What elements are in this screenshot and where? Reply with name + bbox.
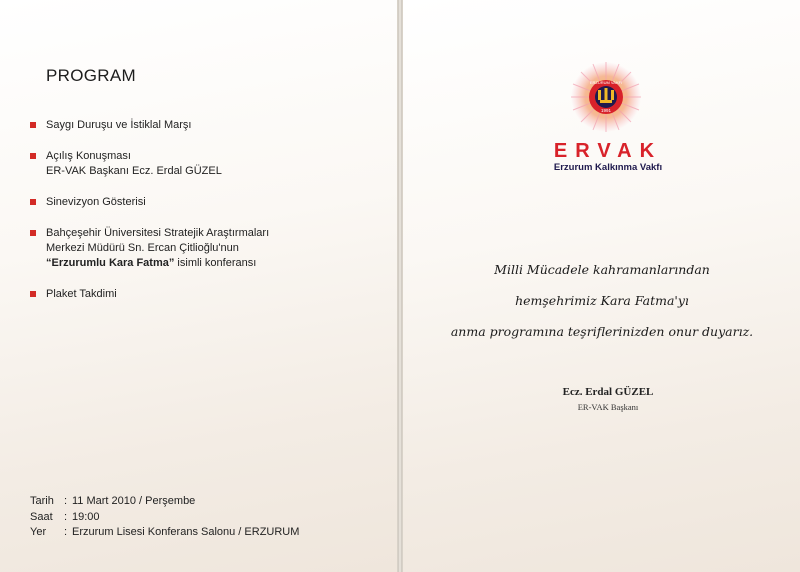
svg-text:ERZURUM VAKFI: ERZURUM VAKFI [589, 80, 623, 85]
program-item [30, 226, 380, 271]
detail-label: Tarih [30, 495, 54, 507]
invitation-line: hemşehrimiz Kara Fatma'yı [515, 293, 689, 308]
detail-row [30, 525, 299, 541]
program-item-line: ER-VAK Başkanı Ecz. Erdal GÜZEL [46, 165, 222, 177]
invitation-line: Milli Mücadele kahramanlarından [494, 262, 710, 277]
detail-value: 11 Mart 2010 / Perşembe [72, 495, 196, 507]
program-item-line: “Erzurumlu Kara Fatma” isimli konferansı [46, 257, 257, 269]
program-item [30, 195, 380, 210]
bullet-square-icon [30, 291, 36, 297]
signer-name: Ecz. Erdal GÜZEL [562, 386, 654, 398]
bullet-square-icon [30, 230, 36, 236]
program-item-line: Merkezi Müdürü Sn. Ercan Çitlioğlu'nun [46, 242, 239, 254]
ervak-logo-emblem [571, 62, 641, 132]
detail-label: Saat [30, 510, 53, 523]
detail-sep: : [64, 495, 68, 507]
invitation-text [423, 254, 781, 347]
event-details [30, 494, 299, 541]
signer-title: ER-VAK Başkanı [577, 402, 639, 412]
detail-label: Yer [30, 526, 47, 538]
svg-text:1991: 1991 [600, 108, 612, 113]
program-item-line: Plaket Takdimi [46, 288, 117, 300]
logo-wordmark: ERVAK [553, 140, 663, 162]
detail-row [30, 494, 299, 510]
detail-sep: : [64, 510, 68, 523]
program-item-line: Bahçeşehir Üniversitesi Stratejik Araştırmaları [46, 227, 270, 239]
program-page [0, 0, 398, 572]
detail-value: Erzurum Lisesi Konferans Salonu / ERZURUM [72, 526, 300, 538]
bullet-square-icon [30, 199, 36, 205]
bullet-square-icon [30, 153, 36, 159]
detail-sep: : [64, 526, 68, 538]
program-item [30, 287, 380, 302]
logo-subtitle: Erzurum Kalkınma Vakfı [553, 162, 663, 173]
bullet-square-icon [30, 122, 36, 128]
bleed-through-text [60, 4, 340, 26]
program-item-line: Saygı Duruşu ve İstiklal Marşı [46, 119, 192, 131]
invitation-line: anma programına teşriflerinizden onur duyarız. [450, 324, 754, 339]
detail-value: 19:00 [72, 510, 100, 523]
detail-row [30, 510, 299, 526]
program-item-line: Sinevizyon Gösterisi [46, 196, 146, 208]
program-item-line: Açılış Konuşması [46, 150, 131, 162]
program-item [30, 118, 380, 133]
program-title: PROGRAM [46, 66, 136, 85]
invitation-page [402, 0, 800, 572]
program-item [30, 149, 380, 179]
program-items-list [30, 118, 380, 318]
